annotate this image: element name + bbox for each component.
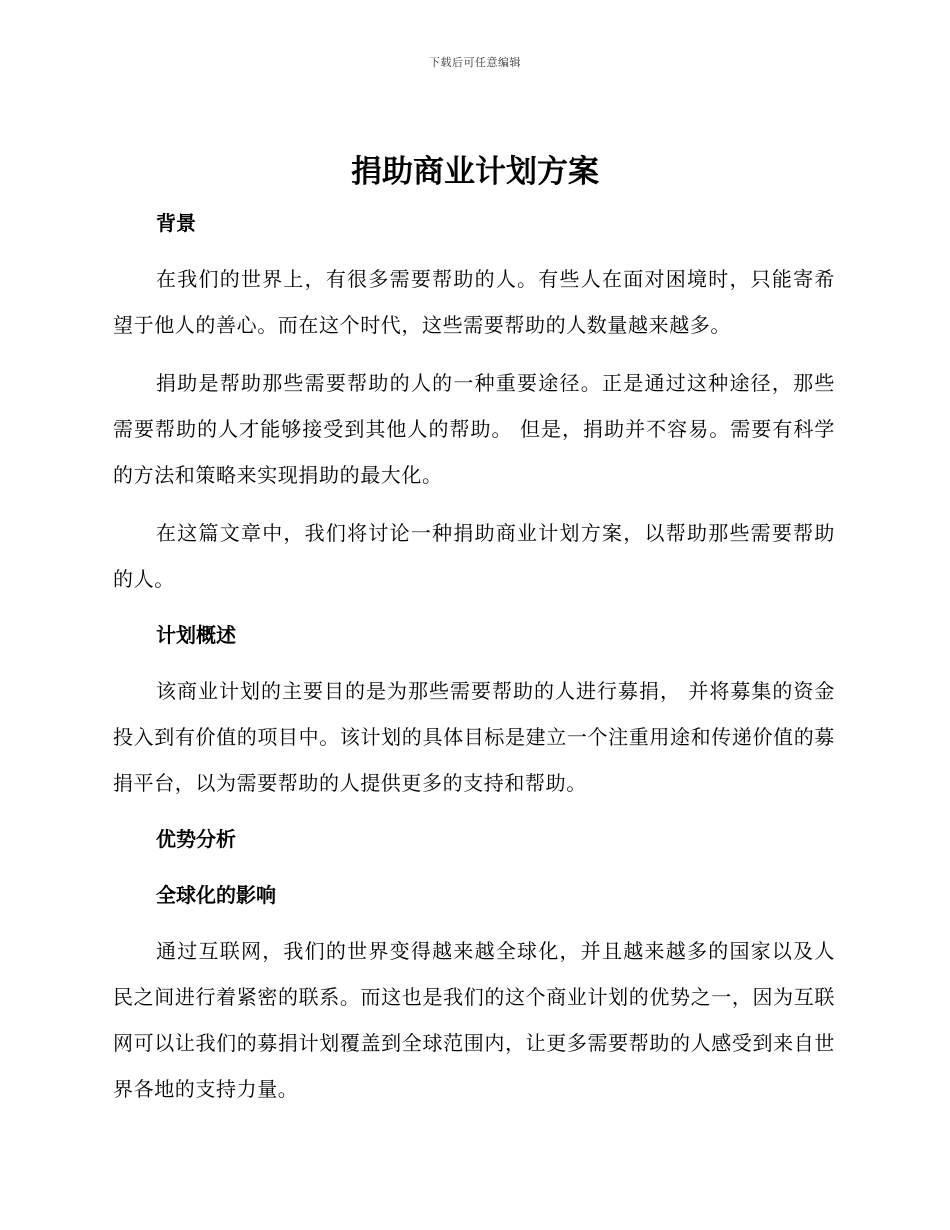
section-heading-globalization: 全球化的影响 — [156, 883, 276, 907]
page-header-note: 下载后可任意编辑 — [429, 56, 521, 69]
paragraph-background-3: 在这篇文章中，我们将讨论一种捐助商业计划方案，以帮助那些需要帮助的人。 — [113, 521, 835, 591]
section-heading-overview: 计划概述 — [156, 623, 236, 647]
paragraph-background-2: 捐助是帮助那些需要帮助的人的一种重要途径。正是通过这种途径，那些需要帮助的人才能够接受到其他人的帮助。 但是，捐助并不容易。需要有科学的方法和策略来实现捐助的最大化。 — [113, 371, 835, 487]
paragraph-background-1: 在我们的世界上，有很多需要帮助的人。有些人在面对困境时，只能寄希望于他人的善心。而在这个时代，这些需要帮助的人数量越来越多。 — [113, 267, 835, 337]
document-title: 捐助商业计划方案 — [351, 154, 599, 190]
section-heading-advantage: 优势分析 — [156, 827, 236, 851]
paragraph-globalization-1: 通过互联网，我们的世界变得越来越全球化，并且越来越多的国家以及人民之间进行着紧密的联系。而这也是我们的这个商业计划的优势之一，因为互联网可以让我们的募捐计划覆盖到全球范围内，让更多需要帮助的人感受到来自世界各地的支持力量。 — [113, 939, 835, 1101]
section-heading-background: 背景 — [156, 211, 196, 235]
document-body — [113, 200, 835, 1112]
paragraph-overview-1: 该商业计划的主要目的是为那些需要帮助的人进行募捐， 并将募集的资金投入到有价值的项目中。该计划的具体目标是建立一个注重用途和传递价值的募捐平台，以为需要帮助的人提供更多的支持和帮助。 — [113, 679, 835, 795]
